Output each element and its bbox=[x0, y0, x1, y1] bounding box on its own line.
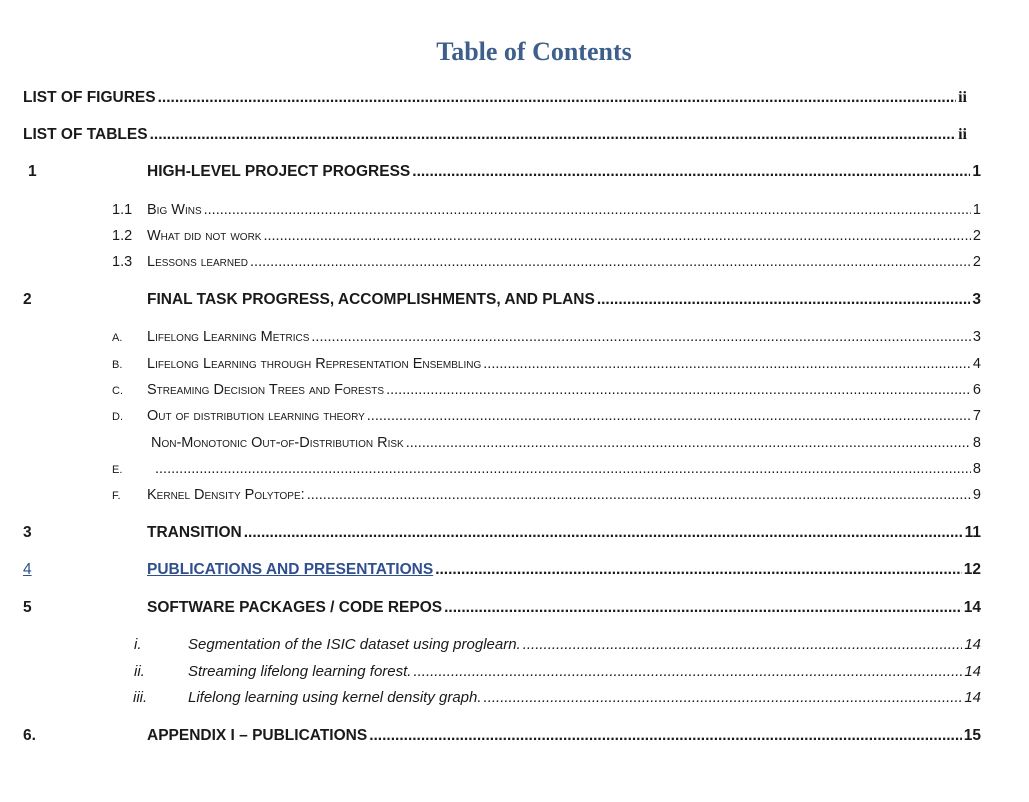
toc-entry-label: TRANSITION bbox=[147, 524, 242, 541]
dot-leader bbox=[523, 636, 963, 653]
dot-leader bbox=[597, 291, 971, 309]
subsection-number: 1.3 bbox=[112, 254, 133, 270]
toc-page-number: 11 bbox=[964, 524, 981, 541]
toc-page-number: ii bbox=[958, 126, 967, 143]
toc-entry-2-d-sub[interactable] bbox=[151, 435, 981, 451]
toc-entry-label: Non-Monotonic Out-of-Distribution Risk bbox=[151, 435, 404, 451]
toc-entry-label: LIST OF FIGURES bbox=[23, 89, 156, 106]
subsection-number: 1.2 bbox=[112, 228, 133, 244]
toc-page-number: 3 bbox=[972, 329, 981, 345]
toc-entry-2-e[interactable] bbox=[153, 461, 981, 477]
subsection-roman: i. bbox=[134, 636, 142, 653]
section-number: 2 bbox=[23, 291, 32, 308]
toc-page-number: 14 bbox=[964, 636, 981, 653]
dot-leader bbox=[367, 408, 971, 424]
section-number: 3 bbox=[23, 524, 32, 541]
toc-page-number: 4 bbox=[972, 356, 981, 372]
toc-page-number: 2 bbox=[972, 228, 981, 244]
toc-entry-5-i[interactable] bbox=[188, 636, 981, 653]
section-number: 6. bbox=[23, 727, 36, 744]
dot-leader bbox=[413, 663, 962, 680]
toc-page-number: 9 bbox=[972, 487, 981, 503]
toc-entry-5-iii[interactable] bbox=[188, 689, 981, 706]
dot-leader bbox=[244, 524, 963, 542]
toc-entry-list-of-figures[interactable] bbox=[23, 89, 967, 107]
dot-leader bbox=[483, 356, 971, 372]
toc-entry-label: Out of distribution learning theory bbox=[147, 408, 365, 424]
section-number-link[interactable]: 4 bbox=[23, 561, 32, 578]
toc-entry-label: Streaming Decision Trees and Forests bbox=[147, 382, 385, 398]
toc-entry-label: Streaming lifelong learning forest. bbox=[188, 663, 412, 680]
toc-entry-section-3[interactable] bbox=[147, 524, 981, 542]
toc-entry-label: HIGH-LEVEL PROJECT PROGRESS bbox=[147, 163, 411, 180]
toc-entry-2-d[interactable] bbox=[147, 408, 981, 424]
toc-page-number: 14 bbox=[964, 663, 981, 680]
toc-entry-1-3[interactable] bbox=[147, 254, 981, 270]
toc-entry-section-5[interactable] bbox=[147, 599, 981, 617]
dot-leader bbox=[307, 487, 971, 503]
toc-entry-2-c[interactable] bbox=[147, 382, 981, 398]
subsection-number: 1.1 bbox=[112, 202, 133, 218]
toc-entry-list-of-tables[interactable] bbox=[23, 126, 967, 144]
dot-leader bbox=[250, 254, 971, 270]
toc-entry-1-1[interactable] bbox=[147, 202, 981, 218]
toc-entry-2-f[interactable] bbox=[147, 487, 981, 503]
toc-page-number: 7 bbox=[972, 408, 981, 424]
subsection-roman: ii. bbox=[134, 663, 145, 680]
toc-entry-label: APPENDIX I – PUBLICATIONS bbox=[147, 727, 368, 744]
toc-entry-2-a[interactable] bbox=[147, 329, 981, 345]
subsection-roman: iii. bbox=[133, 689, 148, 706]
toc-page-number: 14 bbox=[964, 689, 981, 706]
subsection-letter: A. bbox=[112, 332, 123, 344]
toc-entry-label: Lifelong Learning through Representation Ensembling bbox=[147, 356, 482, 372]
subsection-letter: E. bbox=[112, 464, 123, 476]
toc-page-number: 6 bbox=[972, 382, 981, 398]
toc-entry-label: Big Wins bbox=[147, 202, 202, 218]
toc-entry-label: SOFTWARE PACKAGES / CODE REPOS bbox=[147, 599, 443, 616]
toc-page-number: 3 bbox=[972, 291, 981, 308]
dot-leader bbox=[435, 561, 962, 579]
dot-leader bbox=[150, 126, 957, 144]
subsection-letter: C. bbox=[112, 385, 123, 397]
dot-leader bbox=[406, 435, 971, 451]
toc-entry-label: Lifelong Learning Metrics bbox=[147, 329, 310, 345]
section-number: 1 bbox=[28, 163, 37, 180]
toc-page-number: 15 bbox=[963, 727, 981, 744]
toc-entry-link[interactable]: PUBLICATIONS AND PRESENTATIONS bbox=[147, 561, 434, 578]
dot-leader bbox=[155, 461, 971, 477]
toc-entry-label: Segmentation of the ISIC dataset using proglearn. bbox=[188, 636, 521, 653]
dot-leader bbox=[158, 89, 956, 107]
toc-page-number: 2 bbox=[972, 254, 981, 270]
toc-entry-2-b[interactable] bbox=[147, 356, 981, 372]
toc-entry-section-2[interactable] bbox=[147, 291, 981, 309]
toc-page-number: 12 bbox=[963, 561, 981, 578]
subsection-letter: D. bbox=[112, 411, 123, 423]
dot-leader bbox=[444, 599, 962, 617]
toc-entry-label: What did not work bbox=[147, 228, 262, 244]
toc-entry-5-ii[interactable] bbox=[188, 663, 981, 680]
subsection-letter: B. bbox=[112, 359, 123, 371]
toc-entry-label: LIST OF TABLES bbox=[23, 126, 148, 143]
section-number: 5 bbox=[23, 599, 32, 616]
dot-leader bbox=[412, 163, 970, 181]
toc-entry-label: Lessons learned bbox=[147, 254, 249, 270]
dot-leader bbox=[369, 727, 962, 745]
subsection-letter: F. bbox=[112, 490, 121, 502]
toc-page-number: 1 bbox=[972, 163, 981, 180]
toc-entry-section-1[interactable] bbox=[147, 163, 981, 181]
toc-page-number: 8 bbox=[972, 461, 981, 477]
toc-page-number: 8 bbox=[972, 435, 981, 451]
toc-page-number: ii bbox=[958, 89, 967, 106]
dot-leader bbox=[484, 689, 963, 706]
toc-entry-1-2[interactable] bbox=[147, 228, 981, 244]
toc-page-number: 1 bbox=[972, 202, 981, 218]
toc-entry-label: Kernel Density Polytope: bbox=[147, 487, 305, 503]
toc-page-number: 14 bbox=[963, 599, 981, 616]
dot-leader bbox=[386, 382, 971, 398]
dot-leader bbox=[311, 329, 971, 345]
toc-entry-section-6[interactable] bbox=[147, 727, 981, 745]
dot-leader bbox=[204, 202, 971, 218]
dot-leader bbox=[263, 228, 970, 244]
toc-entry-label: Lifelong learning using kernel density graph. bbox=[188, 689, 482, 706]
toc-entry-label: FINAL TASK PROGRESS, ACCOMPLISHMENTS, AND PLANS bbox=[147, 291, 595, 308]
toc-entry-section-4[interactable] bbox=[147, 561, 981, 579]
page-title: Table of Contents bbox=[436, 37, 632, 66]
